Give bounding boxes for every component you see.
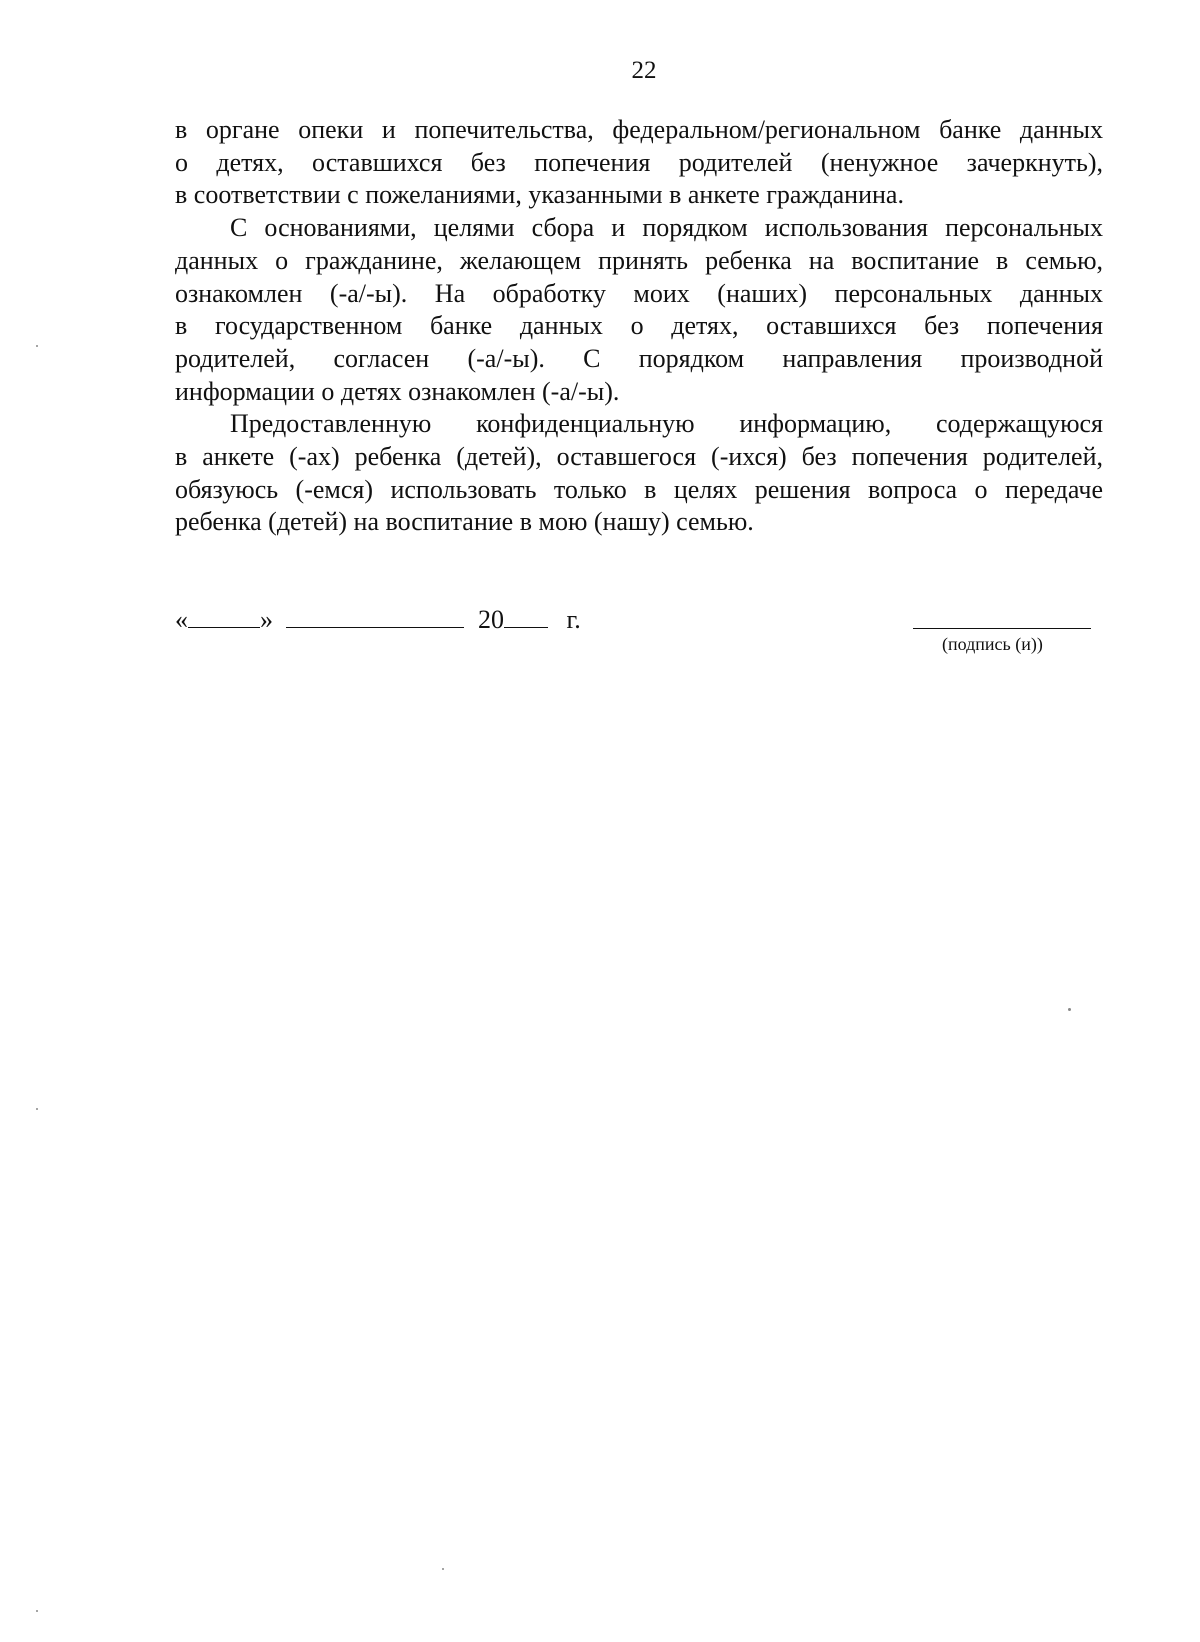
paragraph-2 — [175, 212, 1103, 408]
year-suffix: г. — [566, 605, 581, 634]
open-quote: « — [175, 605, 188, 634]
text-line: в анкете (-ах) ребенка (детей), оставшегося (-ихся) без попечения родителей, — [175, 442, 1103, 472]
day-blank — [188, 605, 260, 628]
body-text — [175, 114, 1103, 539]
year-prefix: 20 — [478, 605, 504, 634]
text-line: ребенка (детей) на воспитание в мою (нашу) семью. — [175, 507, 754, 537]
text-line: ознакомлен (-а/-ы). На обработку моих (наших) персональных данных — [175, 278, 1103, 308]
date-line — [175, 604, 581, 636]
page-number: 22 — [631, 57, 657, 84]
text-line: в соответствии с пожеланиями, указанными в анкете гражданина. — [175, 180, 904, 210]
month-blank — [286, 605, 464, 628]
paragraph-1 — [175, 114, 1103, 212]
scan-speck — [36, 345, 38, 347]
year-blank — [504, 605, 548, 628]
signature-caption: (подпись (и)) — [942, 634, 1043, 654]
scan-speck — [442, 1568, 444, 1570]
text-line: в государственном банке данных о детях, оставшихся без попечения — [175, 311, 1103, 341]
text-line: данных о гражданине, желающем принять ребенка на воспитание в семью, — [175, 245, 1103, 275]
scan-speck — [36, 1108, 38, 1110]
text-line: информации о детях ознакомлен (-а/-ы). — [175, 376, 620, 406]
text-line: С основаниями, целями сбора и порядком использования персональных — [230, 213, 1103, 243]
scan-speck — [36, 1610, 38, 1612]
text-line: Предоставленную конфиденциальную информацию, содержащуюся — [230, 409, 1103, 439]
text-line: в органе опеки и попечительства, федеральном/региональном банке данных — [175, 115, 1103, 144]
signature-line — [913, 628, 1091, 629]
text-line: родителей, согласен (-а/-ы). С порядком направления производной — [175, 343, 1103, 373]
scan-speck — [1068, 1008, 1071, 1011]
text-line: обязуюсь (-емся) использовать только в целях решения вопроса о передаче — [175, 474, 1103, 504]
close-quote: » — [260, 605, 273, 634]
text-line: о детях, оставшихся без попечения родителей (ненужное зачеркнуть), — [175, 147, 1103, 177]
paragraph-3 — [175, 408, 1103, 539]
